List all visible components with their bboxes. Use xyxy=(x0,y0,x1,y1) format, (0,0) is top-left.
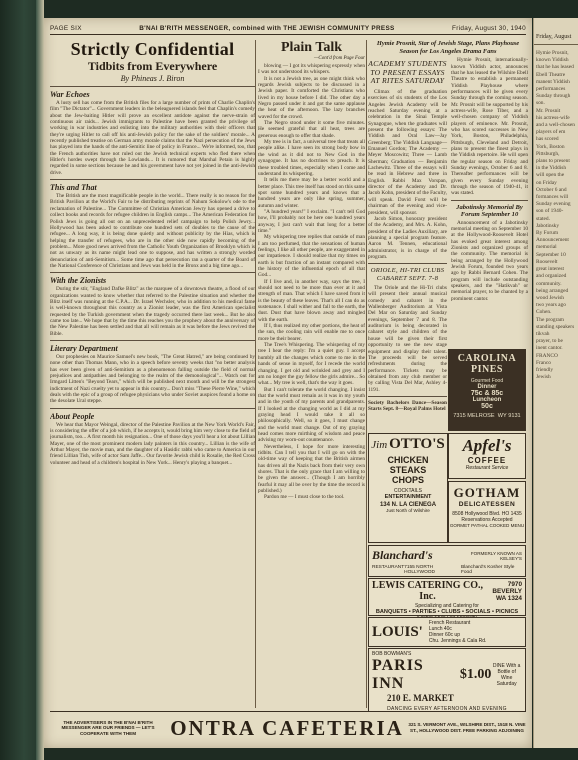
adjacent-page-line: plans to present xyxy=(536,158,570,165)
adjacent-page-line: and organized xyxy=(536,273,567,280)
adjacent-page-line: son of 1940- xyxy=(536,208,564,215)
adjacent-page-text xyxy=(534,48,578,383)
section-heading: This and That xyxy=(50,183,97,193)
adjacent-page-line: and a well-chosen xyxy=(536,122,575,129)
ad-paris-inn xyxy=(368,648,526,712)
adjacent-page-line: community. xyxy=(536,280,562,287)
footer-brand: ONTRA CAFETERIA xyxy=(170,715,404,740)
adjacent-page-line: York, Boston xyxy=(536,143,565,150)
ad-note: Blanchard's Kosher Style Food xyxy=(460,565,515,575)
adjacent-page-line: manent Yiddish xyxy=(536,78,570,85)
ad-tag: COCKTAILS xyxy=(394,488,422,494)
paragraph: My whispering tree replies that outside of man I am too perfumed, that the sensations of human feelings, I like all other people, are exaggerated in our impatience. I should realize that my times on earth is but fraction of an instant compared with the history of the influential epoch of all that God... xyxy=(258,234,365,279)
book-binding xyxy=(0,0,40,760)
adjacent-page-line: two years ago xyxy=(536,302,566,309)
section-heading: Literary Department xyxy=(50,344,118,353)
footer-banner xyxy=(50,711,526,744)
ad-address: 134 N. LA CIENEGA xyxy=(379,502,437,508)
adjacent-page-line: that he has leased xyxy=(536,64,574,71)
ad-carolina-pines xyxy=(448,349,526,431)
ad-row xyxy=(369,657,525,693)
ad-price: 75c & 85c xyxy=(470,390,504,397)
paragraph: But I can't tolerate the world changing. I insist that the world must remain as it was in my youth and in the youth of my parents and grandparents. If I looked at the changing world as I did at my graying head I would take it all so philosophically. Well, so it goes, I must change and the world must change. Out of my graying head comes more mirthing of wisdom and peace advising my worn-out countenance. xyxy=(258,386,365,444)
paragraph: The Tree's Whispering. The whispering of my tree I hear the reply: I'm a quiet guy. I accept humbly all the changes which come to me in the hands of sense in myself, for I recede the world changing. I get old and wrinkled and grey and I am no longer the guy fellow the girls admire... So what... My tree is well, that's the way it goes. xyxy=(258,342,365,387)
ad-sub: RESTAURANT xyxy=(372,565,405,570)
divider xyxy=(50,408,255,409)
ad-line: BANQUETS • PARTIES • CLUBS • SOCIALS • PICNICS xyxy=(375,609,519,615)
ad-line: CHICKEN xyxy=(387,455,429,465)
ad-name: LEWIS CATERING CO., Inc. xyxy=(372,580,483,602)
page-number: PAGE SIX xyxy=(50,24,82,32)
paragraph: It is not a Jewish tree, as one might think who regards Jewish subjects to be discussed in a Jewish paper. It comforted the Christians who lived in my house before I did. The other day a Negro passed under it and got the same applause the heat of the afternoon. The lazy branches waved for the crowd. xyxy=(258,75,365,120)
ad-line: STEAKS xyxy=(389,465,427,475)
ad-name: PARIS INN xyxy=(372,657,424,692)
paragraph: My tree is in fact, a universal tree that treats all people alike. I have seen its strong body bow in the wind as it did not to New God in the synagogue. It has no doctrines to preach. It is these troubled times, especially when I come and understand its whispering. xyxy=(258,139,365,177)
ad-row xyxy=(369,618,525,646)
ad-line: Saturday xyxy=(496,681,517,687)
ad-name: OTTO'S xyxy=(389,436,445,452)
adjacent-page-line: Cohen. xyxy=(536,309,552,316)
adjacent-page-line: performances xyxy=(536,86,566,93)
ad-blanchards xyxy=(368,545,526,577)
column-subtitle: Tidbits from Everywhere xyxy=(87,59,218,73)
adjacent-page-line: Franco xyxy=(536,359,551,366)
article-headline: Hymie Prosnit, Star of Jewish Stage, Plans Playhouse Season for Los Angeles Drama Fans xyxy=(376,40,520,55)
section-heading: About People xyxy=(50,411,95,421)
adjacent-page-line: Jewish xyxy=(536,374,551,381)
section-heading: War Echoes xyxy=(50,90,90,99)
hymie-body: Hymie Prosnit, internationally-known Yiddish actor, announces that he has leased the Wilshire Ebell Theatre to establish a permanent Yiddish Playhouse where performances will be given every Sunday through the coming season. Mr. Prosnit will be supported by his actress-wife, Rose Tiber, and a well-chosen company of Yiddish players of eminence. Mr. Prosnit, who has scored successes in New York, Boston, Philadelphia, Pittsburgh, Cleveland and Detroit, plans to present the finest plays in the Yiddish repertoire. He will open the regular season on Friday and Sunday evenings, October 6 and 8. Thereafter performances will be given every Sunday evening through the season of 1940-41, it was stated. xyxy=(451,57,528,197)
academy-body: Climax of the graduation exercises of six students of the Los Angeles Jewish Academy will be reached Saturday evening at a celebration in the Sinai Temple Synagogue, when the graduates will present the following essays: The Yiddish and Oral Law—Jay Greenberg; The Yiddish Language—Emanuel Gordon; The Academy — Meyer Moscowitz; Three — Lamb Sherman; Graduation — Benjamin Lachewitz. Three of the essays will be read in Hebrew and three in English. Rabbi Max Vorspan, director of the Academy and Dr. Jacob Kohn, president of the Faculty, will speak. David Forst will be chairman of the evening and vice-president, will sponsor. xyxy=(368,88,447,216)
ad-address xyxy=(449,413,525,419)
ad-address: 210 E. MARKET xyxy=(387,693,454,703)
ad-name: Apfel's xyxy=(462,436,512,455)
ad-row xyxy=(369,546,525,565)
adjacent-page-line: September 10 xyxy=(536,251,566,258)
adjacent-page-line: Roosevelt xyxy=(536,258,558,265)
section-body: We hear that Mayor Weingal, director of the Palestine Pavilion at the New York World's Fair, is considering the offer of a job which, if he accepts it, would bring him very close to the field of journalism, too... A first month his resignation... One of those days you'll hear a lot about Lillian Mayer, one of the most prominent modern lady painters in this country... Lillian is the wife of Arthur Mayer, the movie man, and the daughter of a Hasidic rabbi who came to America in our friend Lillian Tish, wife of actor Sam Jaffe... Our favorite Jewish child is Rosalie, the Red Cross volunteer and head of a children's hospital in New York... Henry's playing a banquet... xyxy=(50,421,255,466)
section-body: During the stir, "England Dafke Blitz" as the marquee of a downtown theatre, a flood of our organizations wanted to know whether that referred to the Palestine situation and whether the Blitz itself was running at the C.P.A... Dr. Israel Wechsler, who in addition to his medical fame is well-known throughout this country as a Zionist leader, was the first American specialist requested by the Turkish government when the tragedy occurred there last week... But he also came too late... We hope that by the time this reaches you the prophecy about the anniversary of the New Palestine has been settled and that all will remain as it was before the Jews revived the Bible. xyxy=(50,286,255,337)
ad-note: GORMET PATHAL COOKED MENU xyxy=(449,523,525,528)
column-plain-talk xyxy=(258,40,365,708)
ad-phone: WY 9131 xyxy=(497,413,521,419)
ad-louis xyxy=(368,617,526,647)
adjacent-page-line: standing speakers xyxy=(536,323,575,330)
column-title: Strictly Confidential xyxy=(70,40,235,59)
adjacent-page-line: Sunday through xyxy=(536,93,571,100)
ad-line: DINE With a xyxy=(492,663,521,669)
ad-note: Just North of Wilshire xyxy=(386,508,430,513)
adjacent-page-line: FRANCO xyxy=(536,352,558,359)
ad-address: Chu. Jennings & Cala Rd. xyxy=(428,638,487,644)
footer-address: 321 S. VERMONT AVE., WILSHIRE DIST., 1518 N. VINE ST., HOLLYWOOD DIST. FREE PARKING ADJOINING xyxy=(408,722,526,733)
ad-phone: WA 1324 xyxy=(495,594,522,602)
section-body: A lusty sell has come from the British files for a large number of prints of Charlie Chaplin's film "The Dictator"... Government leaders in the beleaguered islands feel that Chaplin's comedy about the Jew-baiting Hitler will prove an excellent antidote against the nerve-strain of continuous air raids... Jewish immigrants to Palestine have been granted the privilege of working in war industries and enlisting into the military authorities with their officers that they're urging Hitler to call off his anti-Jewish policy for the sake of the soldiers' morale... A recently published treatise on German army morale claims that the Nazi persecution of the Jews has played into the hands of the anti-Semitic line of policy in France... We're informed, too, that the French authorities have not ruled out the Jewish technical experts who fled there when Hitler's hordes swept through the Lowlands... It is rumored that Marshal Petain is highly regarded in some sections because he and his government have not yet joined in the anti-Jewish drive. xyxy=(50,100,255,176)
adjacent-page-line: Announcement xyxy=(536,237,569,244)
jabotinsky-body: Announcement of a Jabotinsky memorial meeting on September 10 at the Hollywood-Roosevelt Hotel has evoked great interest among Zionists and organized groups of the community. The memorial is being arranged by the Hollywood Jewish Forum, founded two years ago by Rabbi Bernard Cohen. The program will include outstanding speakers, and the "Hatikvah" or memorial prayer, to be chanted by a prominent cantor. xyxy=(451,219,528,302)
adjacent-page-line: prayer, to be xyxy=(536,338,563,345)
ad-row xyxy=(369,579,525,603)
ad-line: CHOPS xyxy=(391,475,424,485)
ad-price: $1.00 xyxy=(459,667,492,682)
adjacent-page-line: Jabotinsky xyxy=(536,222,560,229)
divider xyxy=(50,86,255,87)
paragraph: If I live and, in another way, says the tree, I should not need to be more than ever at it and strength of man. That which I have saved from it is the beauty of these leaves. That's all I can do as sustenance. I shall wither and fall to the earth, the dust. Dust that have blown away and mingled with the earth. xyxy=(258,278,365,323)
society-note: Society Bachelors Dance—Season Starts Sept. 8—Royal Palms Hotel xyxy=(368,399,447,413)
ad-address-text: 7970 BEVERLY xyxy=(492,580,522,595)
divider xyxy=(451,200,528,201)
ad-address-text: 7315 MELROSE xyxy=(453,413,495,419)
divider xyxy=(50,179,255,180)
ad-details xyxy=(491,663,522,687)
paragraph: Pardon me — I must close to the tool. xyxy=(264,494,345,501)
jabotinsky-headline: Jabotinsky Memorial By Forum September 10 xyxy=(456,203,523,219)
ad-line: French Restaurant xyxy=(428,620,471,626)
adjacent-page-line: Mr. Prosnit xyxy=(536,107,561,114)
ad-ottos xyxy=(368,433,448,543)
ad-address: 7155 NORTH HOLLYWOOD xyxy=(404,565,436,575)
adjacent-page-line: formances will xyxy=(536,194,569,201)
paragraph: If I, thus realized my other portions, the heat of the sun, the cooling rain will enable me to once more be their bearer. xyxy=(258,323,365,342)
adjacent-page-line: The program xyxy=(536,316,564,323)
ad-line: Luncheon xyxy=(472,397,502,403)
adjacent-page-strip xyxy=(533,18,578,748)
academy-body-2: Jacob Simon, honorary president of the Academy, and Mrs. A. Kohn, president of the Ladies Auxiliary, are planning a special program feature. Aaron M. Tennen, educational administrator, is in charge of the program. xyxy=(368,215,447,260)
ad-phone: HO 1435 xyxy=(501,511,522,517)
paragraph: blowing — I got its whispering expressly when I was not understood its whispers. xyxy=(258,63,365,76)
adjacent-page-line: Pittsburgh, xyxy=(536,150,560,157)
ad-top: BOB BOWMAN'S xyxy=(372,651,412,657)
ad-line: Gourmet Food xyxy=(470,378,504,384)
ad-lewis-catering xyxy=(368,578,526,616)
ad-address-text: 8508 Hollywood Blvd. xyxy=(452,511,501,517)
adjacent-page-line: Sunday evening xyxy=(536,201,571,208)
ad-line: Lunch 40c xyxy=(428,626,452,632)
issue-date: Friday, August 30, 1940 xyxy=(452,24,526,32)
ad-name: LOUIS' xyxy=(372,623,423,640)
ad-tag: Reservations Accepted xyxy=(461,517,513,523)
oriole-headline: ORIOLE, HI-TRI CLUBS CABARET SEPT. 7-8 xyxy=(370,267,445,282)
ad-line: Bottle of Wine xyxy=(497,669,516,681)
adjacent-page-line: in the Yiddish xyxy=(536,165,567,172)
ad-sub: DELICATESSEN xyxy=(458,501,516,508)
ad-bottom: DANCING EVERY AFTERNOON AND EVENING xyxy=(387,706,507,712)
section-body: Our prophesies on Maurice Samuel's new book, "The Great Hatred," are being continued by none other than Thomas Mann, who in a speech before seventy weeks that "no better analysis has ever been given of anti-Semitism as a phenomenon falling outside the field of normal prejudices and antipathies and belonging to the realm of the demonological"... Watch out for Irmgard Litten's "Beyond Tears," which will be published next month and will be the strongest indictment of Nazi cruelty yet to appear in this country... Don't miss "These Pierre Wine," which deals with the epic of a group of refugee physicians who under Soviet auspices found a home on the desolate Ural steppe. xyxy=(50,354,255,405)
ad-apfels xyxy=(448,433,526,479)
ad-title xyxy=(369,436,447,453)
subcolumn-left xyxy=(368,57,447,412)
adjacent-page-line: By Forum xyxy=(536,230,559,237)
ad-gotham xyxy=(448,481,526,543)
adjacent-page-line: great interest xyxy=(536,266,564,273)
adjacent-page-line: Ebell Theatre xyxy=(536,71,566,78)
ad-tag: ENTERTAINMENT xyxy=(384,494,432,500)
ad-row xyxy=(369,565,525,575)
adjacent-page-line: his actress-wife xyxy=(536,114,570,121)
page-edge xyxy=(36,0,44,760)
adjacent-page-line: known Yiddish xyxy=(536,57,569,64)
adjacent-page-line: inent cantor. xyxy=(536,345,563,352)
paragraph: Nevertheless, I hope for more interesting tidbits. Can I tell you that I will go on with the old-time way of keeping that the British airmen has driven all the Nazis back from their very own shores. That is the only grace that I am willing to be given the answer... (Though I am horribly fearful it may all be over by the time the record is published.) xyxy=(258,443,365,495)
paragraph: It tells me there may be a better world and a better place. This tree itself has stood on this same spot some hundred years and knows that a hundred years are only like spring, summer, autumn and winter. xyxy=(258,177,365,209)
adjacent-page-line: stated. xyxy=(536,215,550,222)
ad-line: Dinner xyxy=(477,384,497,390)
ad-note: FORMERLY KNOWN AS KELSEY'S xyxy=(470,550,522,561)
adjacent-page-line: tikvah xyxy=(536,330,550,337)
footer-left-note: THE ADVERTISERS IN THE B'NAI B'RITH MESSENGER ARE OUR FRIENDS — LET'S COOPERATE WITH THEM xyxy=(61,719,155,736)
ad-price: 50c xyxy=(481,403,493,410)
byline: By Phineas J. Biron xyxy=(120,74,185,83)
adjacent-page-line: will open the xyxy=(536,172,565,179)
adjacent-page-line: memorial xyxy=(536,244,557,251)
adjacent-page-line: wood Jewish xyxy=(536,294,565,301)
adjacent-page-line: has scored xyxy=(536,136,559,143)
divider xyxy=(368,263,447,264)
divider xyxy=(50,340,255,341)
ad-name: GOTHAM xyxy=(453,485,521,500)
adjacent-page-date: Friday, August xyxy=(534,18,578,45)
masthead xyxy=(50,22,526,35)
ad-name: CAROLINA PINES xyxy=(457,353,517,375)
academy-headline: ACADEMY STUDENTS TO PRESENT ESSAYS AT RITES SATURDAY xyxy=(368,59,447,86)
paragraph: "A hundred years!" I exclaim. "I can't tell God how, I'll probably not be here one hundred years anyway, I just can't wait that long for a better time." xyxy=(258,208,365,234)
adjacent-page-line: Hymie Prosnit, xyxy=(536,50,569,56)
ad-sub: COFFEE xyxy=(467,456,507,465)
column-rule xyxy=(366,40,367,708)
adjacent-page-line: friendly xyxy=(536,366,554,373)
adjacent-page-line: son. xyxy=(536,100,545,107)
column-rule xyxy=(255,40,256,708)
divider xyxy=(368,396,447,397)
adjacent-page-line: being arranged xyxy=(536,287,569,294)
column-strictly-confidential xyxy=(50,40,255,708)
ad-address xyxy=(483,581,522,602)
section-body: The British are the most magnificable people in the world... There really is no reason for the British Pavilion at the World's Fair to be distributing reprints of Nahum Sokolow's ode to the reclamation of Palestine... The Committee of Christian American Jewry has opened a drive to collect books and records for refugee children in English camps... The American Federation for Polish Jews is going all out on an unprecedented relief campaign to help Polish Jewry... Hollywood has been asked to contribute one hundred sets of doubles to the cause of the refugee... A long way, it is being done quietly and without publicity by the Hias, which is helping the transfer of refugees, who are in the other side now rapidly becoming of the problem... More good news arrived from the Catholic Youth Organization of Brooklyn which is not as unwary as its name might lead one to suppose, and has written a strongly worded denunciation of anti-Semitism... Some time ago that persecution ran a quarter of the Board of the National Conference of Christians and Jews was held in the Bronx and a big time ago... xyxy=(50,193,255,269)
oriole-body: The Oriole and the Hi-Tri clubs will present their annual musical comedy and cabaret in the Wallenberger Auditorium at Vista Del Mar on Saturday and Sunday evenings, September 7 and 8. The auditorium is being decorated in cabaret style and children of the house will be given their first opportunity to see the new stage equipment and display their talent. The proceeds will be served refreshments during the performance. Tickets may be obtained from any club member or by calling Vista Del Mar, Ashley 4-1191. xyxy=(368,285,447,393)
continued-note: —Cont'd from Page Four xyxy=(313,56,365,61)
ad-name: Blanchard's xyxy=(372,548,433,562)
adjacent-page-line: October 6 and xyxy=(536,186,567,193)
ad-prefix: Jim xyxy=(371,439,388,451)
section-heading: With the Zionists xyxy=(50,276,107,286)
paper-name: B'NAI B'RITH MESSENGER, combined with THE JEWISH COMMUNITY PRESS xyxy=(139,24,395,32)
ad-details xyxy=(429,620,487,644)
ad-line: Specializing and Catering for xyxy=(415,603,479,609)
adjacent-page-line: on Friday xyxy=(536,179,557,186)
adjacent-page-line: players of em xyxy=(536,129,566,136)
ad-line: Dinner 60c up xyxy=(428,632,460,638)
column-title: Plain Talk xyxy=(280,40,343,55)
paragraph: The Negro stood under it some five minutes. He seemed grateful that all heat, trees are generous enough to offer that shade. xyxy=(258,120,365,139)
divider xyxy=(50,272,255,273)
ad-tag: Restaurant Service xyxy=(465,465,509,471)
newspaper-page xyxy=(44,18,532,748)
